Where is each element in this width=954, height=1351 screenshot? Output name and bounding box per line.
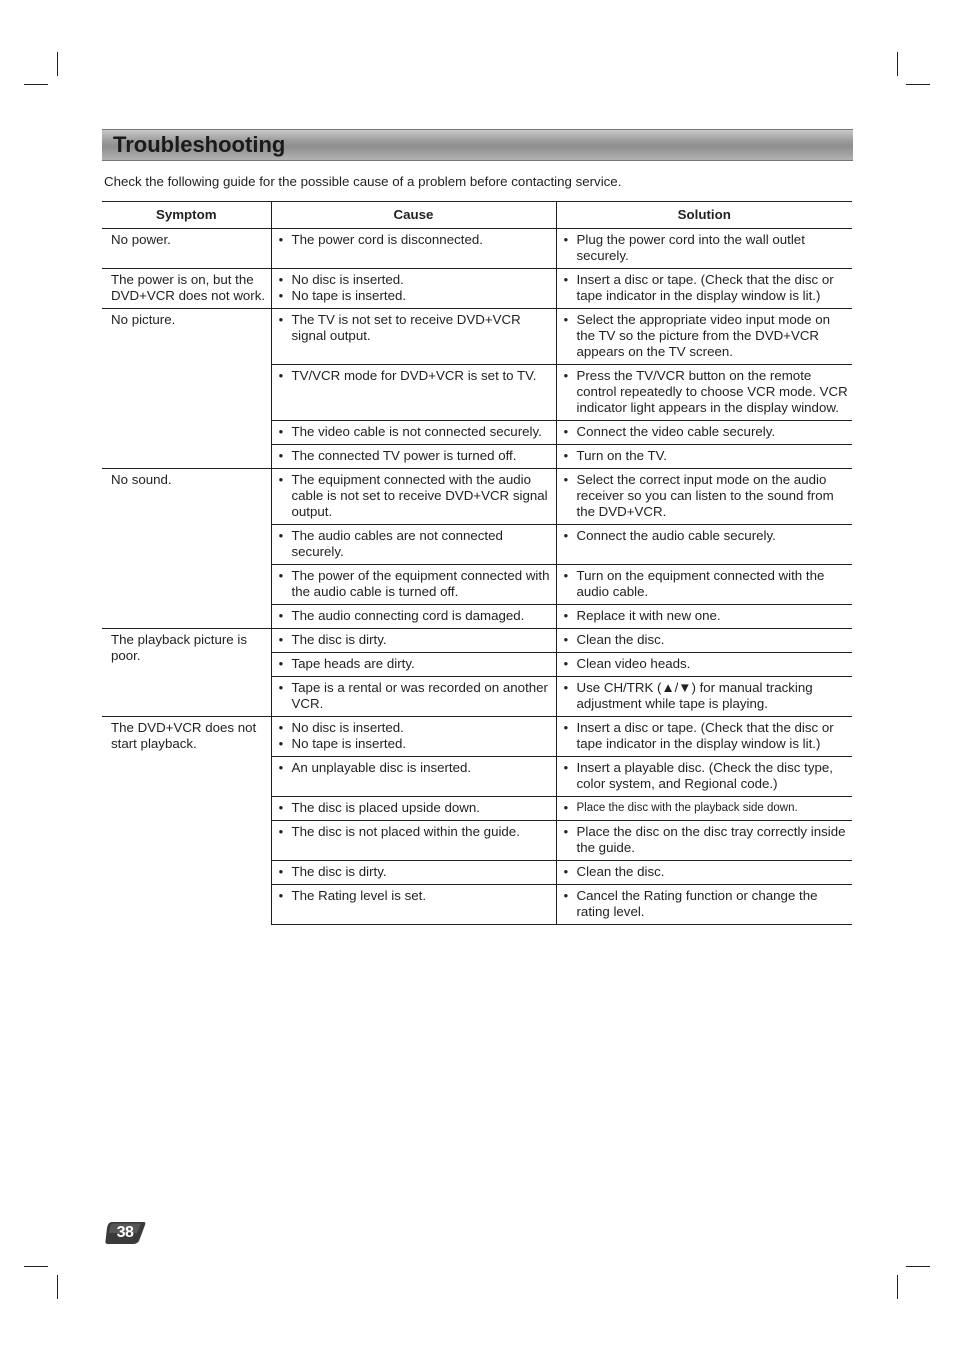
- solution-cell: [556, 717, 852, 757]
- solution-cell: [556, 525, 852, 565]
- solution-item: ● Select the correct input mode on the audio receiver so you can listen to the sound from the DVD+VCR.: [561, 472, 849, 520]
- cause-item: ● The power of the equipment connected with the audio cable is turned off.: [276, 568, 552, 600]
- page-number-badge: [104, 1220, 146, 1246]
- cause-cell: [271, 653, 556, 677]
- solution-cell: [556, 677, 852, 717]
- symptom-cell: No sound.: [102, 469, 271, 629]
- solution-item: ● Select the appropriate video input mode on the TV so the picture from the DVD+VCR appears on the TV screen.: [561, 312, 849, 360]
- intro-text: Check the following guide for the possible cause of a problem before contacting service.: [104, 174, 622, 189]
- solution-cell: [556, 821, 852, 861]
- cause-item: ● No tape is inserted.: [276, 736, 552, 752]
- solution-item: ● Clean the disc.: [561, 864, 849, 880]
- solution-cell: [556, 885, 852, 925]
- solution-item: ● Insert a disc or tape. (Check that the disc or tape indicator in the display window is lit.): [561, 272, 849, 304]
- solution-item: ● Plug the power cord into the wall outlet securely.: [561, 232, 849, 264]
- solution-cell: [556, 269, 852, 309]
- symptom-cell: The playback picture is poor.: [102, 629, 271, 717]
- solution-item: ● Insert a playable disc. (Check the disc type, color system, and Regional code.): [561, 760, 849, 792]
- cause-cell: [271, 365, 556, 421]
- cause-item: ● No disc is inserted.: [276, 720, 552, 736]
- table-row: [102, 629, 852, 653]
- solution-cell: [556, 365, 852, 421]
- table-row: [102, 229, 852, 269]
- page-title: Troubleshooting: [113, 132, 286, 157]
- cause-item: ● The audio connecting cord is damaged.: [276, 608, 552, 624]
- cause-item: ● The disc is placed upside down.: [276, 800, 552, 816]
- cause-item: ● The disc is dirty.: [276, 632, 552, 648]
- solution-item: ● Replace it with new one.: [561, 608, 849, 624]
- symptom-cell: No power.: [102, 229, 271, 269]
- solution-item: ● Insert a disc or tape. (Check that the disc or tape indicator in the display window is lit.): [561, 720, 849, 752]
- solution-cell: [556, 309, 852, 365]
- cause-cell: [271, 757, 556, 797]
- symptom-cell: No picture.: [102, 309, 271, 469]
- cause-cell: [271, 469, 556, 525]
- cause-cell: [271, 445, 556, 469]
- header-symptom: Symptom: [102, 202, 271, 229]
- symptom-cell: The DVD+VCR does not start playback.: [102, 717, 271, 925]
- solution-cell: [556, 629, 852, 653]
- solution-cell: [556, 229, 852, 269]
- table-header-row: [102, 202, 852, 229]
- crop-mark: [906, 84, 930, 85]
- solution-item: ● Turn on the equipment connected with the audio cable.: [561, 568, 849, 600]
- crop-mark: [57, 1275, 58, 1299]
- solution-item: ● Clean the disc.: [561, 632, 849, 648]
- cause-cell: [271, 229, 556, 269]
- table-row: [102, 269, 852, 309]
- crop-mark: [897, 52, 898, 76]
- solution-cell: [556, 653, 852, 677]
- header-cause: Cause: [271, 202, 556, 229]
- cause-cell: [271, 605, 556, 629]
- crop-mark: [57, 52, 58, 76]
- cause-cell: [271, 797, 556, 821]
- solution-cell: [556, 565, 852, 605]
- crop-mark: [24, 1266, 48, 1267]
- cause-item: ● The equipment connected with the audio cable is not set to receive DVD+VCR signal output.: [276, 472, 552, 520]
- crop-mark: [24, 84, 48, 85]
- cause-item: ● The connected TV power is turned off.: [276, 448, 552, 464]
- solution-item: ● Turn on the TV.: [561, 448, 849, 464]
- cause-item: ● No disc is inserted.: [276, 272, 552, 288]
- solution-item: ● Connect the video cable securely.: [561, 424, 849, 440]
- solution-item: ● Press the TV/VCR button on the remote control repeatedly to choose VCR mode. VCR indicator light appears in the display window.: [561, 368, 849, 416]
- solution-item: ● Use CH/TRK (▲/▼) for manual tracking adjustment while tape is playing.: [561, 680, 849, 712]
- cause-cell: [271, 717, 556, 757]
- cause-item: ● The audio cables are not connected securely.: [276, 528, 552, 560]
- cause-item: ● The disc is dirty.: [276, 864, 552, 880]
- solution-item: ● Connect the audio cable securely.: [561, 528, 849, 544]
- cause-item: ● The video cable is not connected securely.: [276, 424, 552, 440]
- solution-cell: [556, 469, 852, 525]
- cause-cell: [271, 309, 556, 365]
- solution-item: ● Clean video heads.: [561, 656, 849, 672]
- cause-cell: [271, 629, 556, 653]
- cause-cell: [271, 885, 556, 925]
- solution-item: ● Cancel the Rating function or change the rating level.: [561, 888, 849, 920]
- solution-cell: [556, 605, 852, 629]
- cause-item: ● Tape is a rental or was recorded on another VCR.: [276, 680, 552, 712]
- cause-item: ● TV/VCR mode for DVD+VCR is set to TV.: [276, 368, 552, 384]
- page-number: 38: [116, 1224, 134, 1241]
- solution-cell: [556, 421, 852, 445]
- solution-cell: [556, 861, 852, 885]
- troubleshooting-table: [102, 201, 852, 925]
- solution-cell: [556, 445, 852, 469]
- cause-cell: [271, 861, 556, 885]
- cause-item: ● Tape heads are dirty.: [276, 656, 552, 672]
- solution-cell: [556, 757, 852, 797]
- cause-cell: [271, 269, 556, 309]
- cause-cell: [271, 525, 556, 565]
- solution-item: ● Place the disc with the playback side down.: [561, 800, 849, 816]
- title-bar: [102, 129, 853, 161]
- cause-item: ● The Rating level is set.: [276, 888, 552, 904]
- solution-cell: [556, 797, 852, 821]
- cause-item: ● The disc is not placed within the guide.: [276, 824, 552, 840]
- cause-cell: [271, 565, 556, 605]
- crop-mark: [906, 1266, 930, 1267]
- cause-cell: [271, 821, 556, 861]
- cause-cell: [271, 421, 556, 445]
- cause-cell: [271, 677, 556, 717]
- table-row: [102, 717, 852, 757]
- cause-item: ● No tape is inserted.: [276, 288, 552, 304]
- cause-item: ● The TV is not set to receive DVD+VCR signal output.: [276, 312, 552, 344]
- crop-mark: [897, 1275, 898, 1299]
- table-row: [102, 469, 852, 525]
- header-solution: Solution: [556, 202, 852, 229]
- cause-item: ● An unplayable disc is inserted.: [276, 760, 552, 776]
- solution-item: ● Place the disc on the disc tray correctly inside the guide.: [561, 824, 849, 856]
- table-row: [102, 309, 852, 365]
- symptom-cell: The power is on, but the DVD+VCR does not work.: [102, 269, 271, 309]
- cause-item: ● The power cord is disconnected.: [276, 232, 552, 248]
